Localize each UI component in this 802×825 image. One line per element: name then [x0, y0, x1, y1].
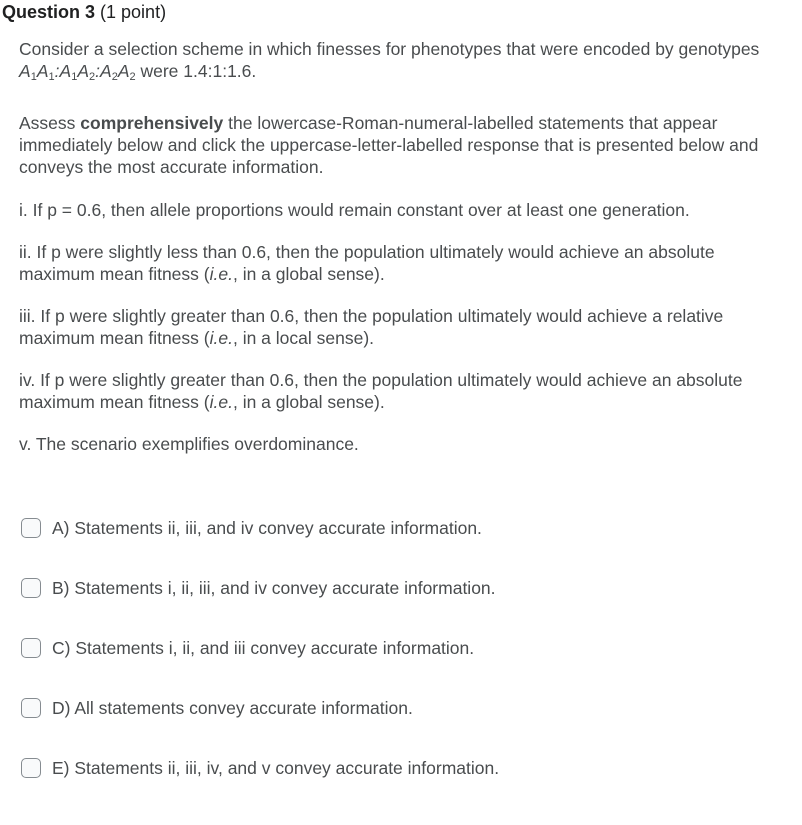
choice-a-label[interactable]: A) Statements ii, iii, and iv convey accurate information.	[52, 518, 482, 538]
genotype-list: $A_1A_1:A_1A_2:A_2A_2$	[19, 61, 136, 83]
question-points: (1 point)	[100, 2, 167, 22]
question-intro	[19, 38, 779, 88]
choice-c-checkbox[interactable]	[21, 638, 41, 658]
choice-c-label[interactable]: C) Statements i, ii, and iii convey accurate information.	[52, 638, 475, 658]
question-title: Question 3	[2, 2, 96, 22]
choice-b-label[interactable]: B) Statements i, ii, iii, and iv convey accurate information.	[52, 578, 496, 598]
assess-emphasis: comprehensively	[80, 113, 224, 133]
choice-a[interactable]	[21, 515, 781, 541]
intro-text-before: Consider a selection scheme in which finesses for phenotypes that were encoded by genotypes	[19, 39, 760, 59]
question-body	[19, 38, 779, 475]
choice-b-checkbox[interactable]	[21, 578, 41, 598]
statement-ii: ii. If p were slightly less than 0.6, then the population ultimately would achieve an absolute maximum mean fitness (i.e., in a global sense).	[19, 242, 715, 284]
choice-e-label[interactable]: E) Statements ii, iii, iv, and v convey accurate information.	[52, 758, 500, 778]
statement-iv: iv. If p were slightly greater than 0.6, then the population ultimately would achieve an absolute maximum mean fitness (i.e., in a global sense).	[19, 370, 743, 412]
genotype-1: $A_1A_1$	[19, 61, 55, 83]
choice-d[interactable]	[21, 695, 781, 721]
assess-instructions: Assess comprehensively the lowercase-Roman-numeral-labelled statements that appear immediately below and click the uppercase-letter-labelled response that is presented below and conveys the most accurate information.	[19, 113, 759, 177]
choice-a-checkbox[interactable]	[21, 518, 41, 538]
choice-d-checkbox[interactable]	[21, 698, 41, 718]
genotype-3: $A_2A_2$	[100, 61, 136, 83]
intro-text-after: were 1.4:1:1.6.	[135, 61, 257, 81]
statement-i: i. If p = 0.6, then allele proportions would remain constant over at least one generation.	[19, 200, 690, 220]
answer-choices	[21, 515, 781, 815]
choice-e[interactable]	[21, 755, 781, 781]
choice-e-checkbox[interactable]	[21, 758, 41, 778]
choice-b[interactable]	[21, 575, 781, 601]
genotype-2: $A_1A_2$	[59, 61, 96, 83]
statement-v: v. The scenario exemplifies overdominance.	[19, 434, 359, 454]
choice-c[interactable]	[21, 635, 781, 661]
choice-d-label[interactable]: D) All statements convey accurate information.	[52, 698, 413, 718]
statement-iii: iii. If p were slightly greater than 0.6, then the population ultimately would achieve a relative maximum mean fitness (i.e., in a local sense).	[19, 306, 724, 348]
question-header	[2, 1, 166, 23]
